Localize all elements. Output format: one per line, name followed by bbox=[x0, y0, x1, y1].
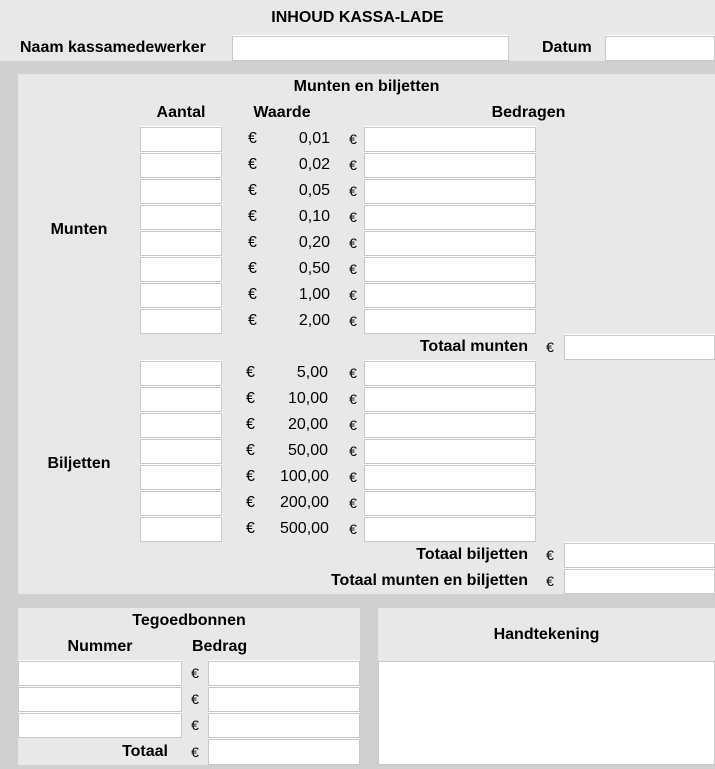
voucher-column-amount: Bedrag bbox=[182, 634, 360, 660]
voucher-column-number: Nummer bbox=[18, 634, 182, 660]
voucher-number-field[interactable] bbox=[18, 687, 182, 712]
note-value-amount: 200,00 bbox=[280, 494, 329, 511]
form-title: INHOUD KASSA-LADE bbox=[0, 0, 715, 35]
coin-value bbox=[222, 308, 342, 334]
coins-amount-filler bbox=[536, 126, 715, 334]
note-count-field[interactable] bbox=[140, 465, 222, 490]
bottom-bar bbox=[0, 765, 715, 769]
voucher-currency-symbol: € bbox=[182, 712, 208, 738]
coin-amount-field[interactable] bbox=[364, 205, 536, 230]
amount-currency-symbol: € bbox=[342, 438, 364, 464]
voucher-currency-symbol: € bbox=[182, 686, 208, 712]
currency-symbol: € bbox=[246, 494, 255, 511]
amount-currency-symbol: € bbox=[342, 490, 364, 516]
amount-currency-symbol: € bbox=[342, 204, 364, 230]
note-value bbox=[222, 386, 342, 412]
coin-amount-field[interactable] bbox=[364, 309, 536, 334]
note-count-field[interactable] bbox=[140, 387, 222, 412]
coin-amount-field[interactable] bbox=[364, 153, 536, 178]
coin-value-amount: 0,05 bbox=[298, 182, 330, 199]
voucher-currency-symbol: € bbox=[182, 660, 208, 686]
coin-value-amount: 2,00 bbox=[298, 312, 330, 329]
coin-count-field[interactable] bbox=[140, 127, 222, 152]
voucher-number-field[interactable] bbox=[18, 661, 182, 686]
coin-value-amount: 0,10 bbox=[298, 208, 330, 225]
currency-symbol: € bbox=[246, 468, 255, 485]
left-margin-strip bbox=[0, 61, 18, 769]
coin-count-field[interactable] bbox=[140, 309, 222, 334]
coin-value bbox=[222, 126, 342, 152]
date-field[interactable] bbox=[605, 36, 715, 61]
total-notes-label: Totaal biljetten bbox=[140, 542, 536, 568]
amount-currency-symbol: € bbox=[342, 360, 364, 386]
currency-symbol: € bbox=[248, 260, 257, 277]
amount-currency-symbol: € bbox=[342, 230, 364, 256]
note-count-field[interactable] bbox=[140, 439, 222, 464]
column-header-count: Aantal bbox=[140, 100, 222, 126]
note-amount-field[interactable] bbox=[364, 387, 536, 412]
column-divider bbox=[360, 608, 378, 769]
total-coins-field[interactable] bbox=[564, 335, 715, 360]
total-notes-field[interactable] bbox=[564, 543, 715, 568]
coin-amount-field[interactable] bbox=[364, 257, 536, 282]
total-coins-label: Totaal munten bbox=[140, 334, 536, 360]
notes-group-label: Biljetten bbox=[18, 360, 140, 568]
coin-amount-field[interactable] bbox=[364, 179, 536, 204]
separator-bar bbox=[0, 594, 715, 608]
coins-notes-section-title: Munten en biljetten bbox=[18, 74, 715, 100]
notes-amount-filler bbox=[536, 360, 715, 542]
amount-currency-symbol: € bbox=[342, 516, 364, 542]
amount-currency-symbol: € bbox=[342, 256, 364, 282]
grand-total-label: Totaal munten en biljetten bbox=[18, 568, 536, 594]
employee-name-field[interactable] bbox=[232, 36, 509, 61]
note-value bbox=[222, 516, 342, 542]
note-value-amount: 20,00 bbox=[287, 416, 328, 433]
coin-amount-field[interactable] bbox=[364, 127, 536, 152]
signature-title: Handtekening bbox=[378, 608, 715, 661]
grand-total-currency-symbol: € bbox=[536, 568, 564, 594]
amount-currency-symbol: € bbox=[342, 308, 364, 334]
column-header-amounts: Bedragen bbox=[342, 100, 715, 126]
note-amount-field[interactable] bbox=[364, 517, 536, 542]
coin-count-field[interactable] bbox=[140, 231, 222, 256]
amount-currency-symbol: € bbox=[342, 464, 364, 490]
coin-amount-field[interactable] bbox=[364, 283, 536, 308]
note-amount-field[interactable] bbox=[364, 413, 536, 438]
coin-value bbox=[222, 204, 342, 230]
currency-symbol: € bbox=[246, 416, 255, 433]
column-header-value: Waarde bbox=[222, 100, 342, 126]
coin-value bbox=[222, 152, 342, 178]
note-amount-field[interactable] bbox=[364, 491, 536, 516]
total-notes-currency-symbol: € bbox=[536, 542, 564, 568]
currency-symbol: € bbox=[246, 442, 255, 459]
voucher-number-field[interactable] bbox=[18, 713, 182, 738]
column-header-empty bbox=[18, 100, 140, 126]
voucher-amount-field[interactable] bbox=[208, 661, 360, 686]
coin-value bbox=[222, 256, 342, 282]
amount-currency-symbol: € bbox=[342, 282, 364, 308]
coins-label-filler bbox=[18, 334, 140, 360]
coin-value-amount: 0,02 bbox=[298, 156, 330, 173]
amount-currency-symbol: € bbox=[342, 152, 364, 178]
voucher-amount-field[interactable] bbox=[208, 713, 360, 738]
note-value-amount: 10,00 bbox=[287, 390, 328, 407]
note-value-amount: 500,00 bbox=[280, 520, 329, 537]
note-value-amount: 50,00 bbox=[287, 442, 328, 459]
amount-currency-symbol: € bbox=[342, 412, 364, 438]
separator-bar bbox=[0, 61, 715, 74]
grand-total-field[interactable] bbox=[564, 569, 715, 594]
currency-symbol: € bbox=[248, 312, 257, 329]
currency-symbol: € bbox=[248, 208, 257, 225]
note-amount-field[interactable] bbox=[364, 439, 536, 464]
coin-value bbox=[222, 230, 342, 256]
coin-value bbox=[222, 282, 342, 308]
currency-symbol: € bbox=[248, 182, 257, 199]
note-value bbox=[222, 438, 342, 464]
vouchers-title: Tegoedbonnen bbox=[18, 608, 360, 634]
coin-value-amount: 0,50 bbox=[298, 260, 330, 277]
signature-field[interactable] bbox=[378, 661, 715, 765]
note-value-amount: 5,00 bbox=[296, 364, 328, 381]
currency-symbol: € bbox=[248, 130, 257, 147]
note-count-field[interactable] bbox=[140, 361, 222, 386]
currency-symbol: € bbox=[246, 520, 255, 537]
coins-group-label: Munten bbox=[18, 126, 140, 334]
coin-value-amount: 0,01 bbox=[298, 130, 330, 147]
amount-currency-symbol: € bbox=[342, 126, 364, 152]
amount-currency-symbol: € bbox=[342, 386, 364, 412]
amount-currency-symbol: € bbox=[342, 178, 364, 204]
voucher-total-field[interactable] bbox=[208, 739, 360, 765]
coin-count-field[interactable] bbox=[140, 153, 222, 178]
note-value bbox=[222, 464, 342, 490]
note-amount-field[interactable] bbox=[364, 465, 536, 490]
note-value bbox=[222, 412, 342, 438]
voucher-amount-field[interactable] bbox=[208, 687, 360, 712]
coin-value-amount: 1,00 bbox=[298, 286, 330, 303]
coin-amount-field[interactable] bbox=[364, 231, 536, 256]
note-count-field[interactable] bbox=[140, 491, 222, 516]
note-value bbox=[222, 360, 342, 386]
voucher-total-currency-symbol: € bbox=[182, 738, 208, 765]
currency-symbol: € bbox=[248, 286, 257, 303]
coin-count-field[interactable] bbox=[140, 179, 222, 204]
total-coins-currency-symbol: € bbox=[536, 334, 564, 360]
currency-symbol: € bbox=[248, 234, 257, 251]
note-count-field[interactable] bbox=[140, 413, 222, 438]
coin-value bbox=[222, 178, 342, 204]
coin-count-field[interactable] bbox=[140, 205, 222, 230]
note-amount-field[interactable] bbox=[364, 361, 536, 386]
employee-name-label: Naam kassamedewerker bbox=[0, 35, 232, 61]
currency-symbol: € bbox=[246, 390, 255, 407]
currency-symbol: € bbox=[248, 156, 257, 173]
note-value-amount: 100,00 bbox=[280, 468, 329, 485]
voucher-total-label: Totaal bbox=[18, 738, 182, 765]
note-value bbox=[222, 490, 342, 516]
coin-count-field[interactable] bbox=[140, 257, 222, 282]
coin-count-field[interactable] bbox=[140, 283, 222, 308]
note-count-field[interactable] bbox=[140, 517, 222, 542]
date-label: Datum bbox=[509, 35, 605, 61]
coin-value-amount: 0,20 bbox=[298, 234, 330, 251]
currency-symbol: € bbox=[246, 364, 255, 381]
